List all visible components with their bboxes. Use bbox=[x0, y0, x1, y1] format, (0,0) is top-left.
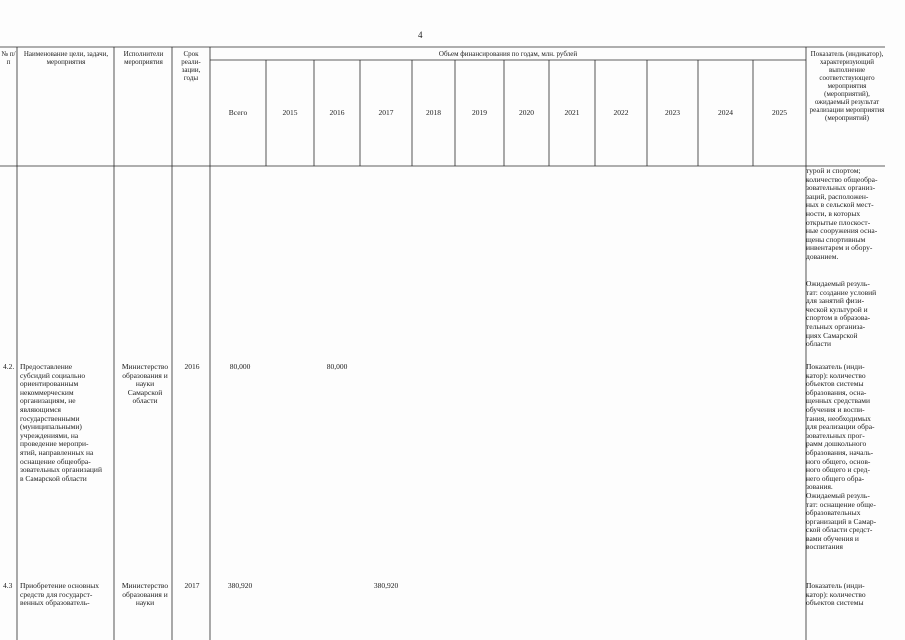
header-year: 2023 bbox=[665, 108, 680, 117]
header-total: Всего bbox=[228, 108, 248, 117]
row-number: 4.3 bbox=[3, 581, 13, 590]
continuation-indicator: турой и спортом; количество общеобра- зовательных организ- заций, расположен- ных в сельской мест- ности, в которых открытые плоскост- ные сооружения осна- щены спортивным инвентарем и обору- дованием. bbox=[806, 166, 878, 261]
header-col-name: Наименование цели, задачи, мероприятия bbox=[23, 50, 109, 66]
header-col-term: Срок реали-зации, годы bbox=[181, 50, 201, 82]
row-term: 2017 bbox=[184, 581, 200, 590]
header-year: 2019 bbox=[472, 108, 487, 117]
header-col-executor: Исполнители мероприятия bbox=[123, 50, 164, 66]
header-year: 2015 bbox=[282, 108, 298, 117]
header-year: 2018 bbox=[426, 108, 441, 117]
row-indicator: Показатель (инди- катор): количество объектов системы образования, осна- щенных средствами обучения и воспи- тания, необходимых для реализации обра- зовательных прог- рамм дошкольного образования, началь- ного общего, основ- ного общего и сред- него общего обра- зования. Ожидаемый резуль- тат: оснащение обще- образовательных организаций в Самар- ской области средст- вами обучения и воспитания bbox=[806, 362, 877, 552]
header-year: 2020 bbox=[519, 108, 534, 117]
row-total: 380,920 bbox=[227, 581, 253, 590]
row-value-2016: 80,000 bbox=[326, 362, 348, 371]
row-executor: Министерство образования и науки bbox=[121, 581, 169, 608]
continuation-result: Ожидаемый резуль- тат: создание условий для занятий физи- ческой культурой и спортом в образова- тельных организа- циях Самарской области bbox=[806, 279, 877, 349]
header-year: 2017 bbox=[378, 108, 394, 117]
header-year: 2021 bbox=[564, 108, 580, 117]
row-term: 2016 bbox=[184, 362, 200, 371]
row-number: 4.2. bbox=[3, 362, 15, 371]
row-total: 80,000 bbox=[229, 362, 251, 371]
page-number: 4 bbox=[418, 30, 423, 40]
header-col-number: № п/п bbox=[1, 50, 16, 66]
header-year: 2025 bbox=[772, 108, 787, 117]
header-col-indicator: Показатель (индикатор), характеризующий выполнение соответствующего мероприятия (мероприятий), ожидаемый результат реализации мероприятия (мероприятий) bbox=[809, 50, 885, 122]
row-value-2017: 380,920 bbox=[373, 581, 399, 590]
header-year: 2022 bbox=[613, 108, 629, 117]
row-name: Приобретение основных средств для государст- венных образователь- bbox=[20, 581, 100, 608]
header-year: 2016 bbox=[329, 108, 345, 117]
row-executor: Министерство образования и науки Самарской области bbox=[121, 362, 169, 406]
header-year: 2024 bbox=[718, 108, 733, 117]
header-col-finance: Объем финансирования по годам, млн. рублей bbox=[438, 50, 578, 58]
row-name: Предоставление субсидий социально ориентированным некоммерческим организациям, не являющимся государственными (муниципальными) учреждениями, на проведение меропри- ятий, направленных на оснащение общеобра- зовательных организаций в Самарской области bbox=[20, 362, 102, 483]
row-indicator: Показатель (инди- катор): количество объектов системы bbox=[806, 581, 866, 608]
